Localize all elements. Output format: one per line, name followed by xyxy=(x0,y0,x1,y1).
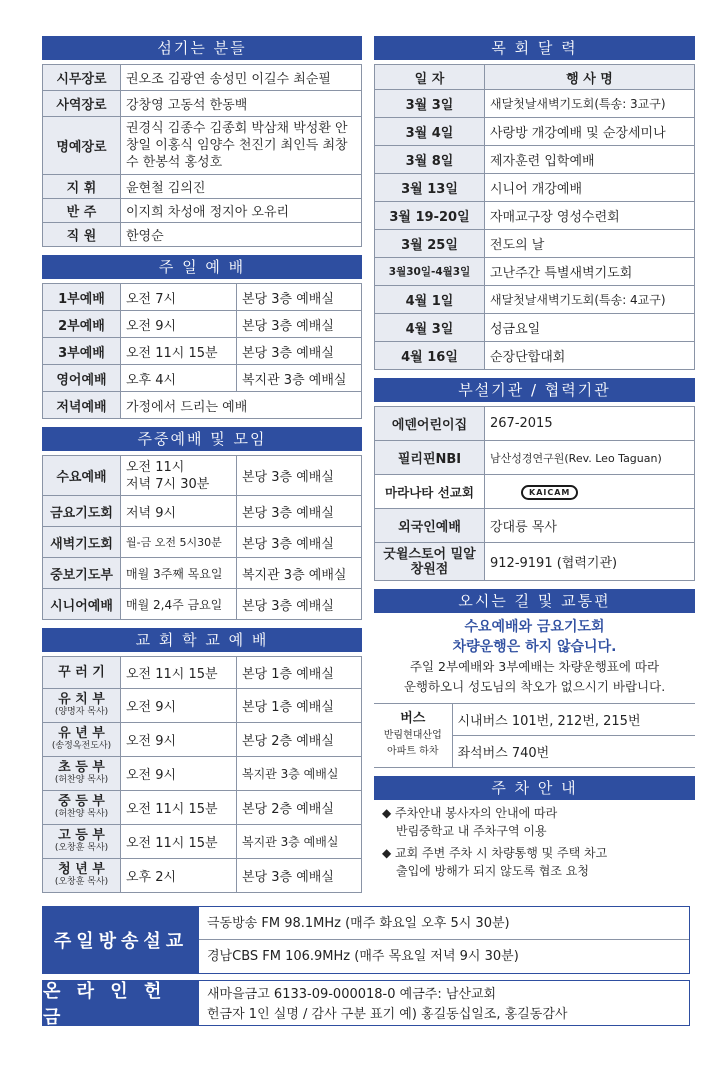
weekday-place: 본당 3층 예배실 xyxy=(237,589,362,620)
school-place: 본당 1층 예배실 xyxy=(237,657,362,689)
sunday-label: 1부예배 xyxy=(43,284,121,311)
servants-label: 명예장로 xyxy=(43,117,121,175)
affiliate-label: 에덴어린이집 xyxy=(375,407,485,441)
school-dept: 꾸 러 기 xyxy=(58,665,105,680)
broadcast-line-1: 극동방송 FM 98.1MHz (매주 화요일 오후 5시 30분) xyxy=(199,907,689,940)
sunday-label: 영어예배 xyxy=(43,365,121,392)
weekday-time-line: 저녁 7시 30분 xyxy=(126,476,210,492)
sunday-label: 3부예배 xyxy=(43,338,121,365)
school-place: 본당 1층 예배실 xyxy=(237,689,362,723)
weekday-time-line: 오전 11시 xyxy=(126,459,185,475)
sunday-title: 주 일 예 배 xyxy=(42,255,362,279)
school-pastor: (오창훈 목사) xyxy=(54,842,109,853)
servants-value: 권오조 김광연 송성민 이길수 최순필 xyxy=(121,65,362,91)
calendar-event: 시니어 개강예배 xyxy=(485,174,695,202)
calendar-head-event: 행 사 명 xyxy=(485,65,695,90)
calendar-event: 성금요일 xyxy=(485,314,695,342)
affiliate-label: 외국인예배 xyxy=(375,509,485,543)
school-place: 복지관 3층 예배실 xyxy=(237,757,362,791)
bus-table xyxy=(374,703,695,768)
directions-note-1: 주일 2부예배와 3부예배는 차량운행표에 따라 xyxy=(409,659,660,674)
broadcast-box xyxy=(42,906,690,974)
offering-title: 온 라 인 헌 금 xyxy=(43,981,199,1025)
weekday-title: 주중예배 및 모임 xyxy=(42,427,362,451)
affiliate-label: 굿윌스토어 밀알창원점 xyxy=(375,543,485,581)
weekday-label: 수요예배 xyxy=(43,456,121,496)
calendar-event: 고난주간 특별새벽기도회 xyxy=(485,258,695,286)
directions-notice-1: 수요예배와 금요기도회 xyxy=(464,619,605,635)
calendar-event: 제자훈련 입학예배 xyxy=(485,146,695,174)
directions-note-2: 운행하오니 성도님의 착오가 없으시기 바랍니다. xyxy=(403,679,666,694)
weekday-label: 시니어예배 xyxy=(43,589,121,620)
weekday-time: 월-금 오전 5시30분 xyxy=(121,527,237,558)
servants-value: 한영순 xyxy=(121,223,362,247)
parking-item: ◆ 교회 주변 주차 시 차량통행 및 주택 차고 출입에 방해가 되지 않도록 협조 요청 xyxy=(382,846,608,878)
offering-body xyxy=(199,981,689,1025)
school-time: 오전 11시 15분 xyxy=(121,657,237,689)
affiliate-value: 912-9191 (협력기관) xyxy=(485,543,695,581)
sunday-time: 오전 9시 xyxy=(121,311,237,338)
weekday-label: 금요기도회 xyxy=(43,496,121,527)
servants-value: 이지희 차성애 정지아 오유리 xyxy=(121,199,362,223)
affiliates-table xyxy=(374,406,695,581)
school-place: 본당 2층 예배실 xyxy=(237,723,362,757)
bus-stop-1: 반림현대산업 xyxy=(383,730,442,741)
sunday-evening-value: 가정에서 드리는 예배 xyxy=(121,392,362,419)
servants-title: 섬기는 분들 xyxy=(42,36,362,60)
calendar-title: 목 회 달 력 xyxy=(374,36,695,60)
calendar-date: 3월 4일 xyxy=(375,118,485,146)
servants-label: 직 원 xyxy=(43,223,121,247)
school-label xyxy=(43,757,121,791)
calendar-event: 새달첫날새벽기도회(특송: 3교구) xyxy=(485,90,695,118)
calendar-date: 3월30일-4월3일 xyxy=(375,258,485,286)
calendar-date: 4월 16일 xyxy=(375,342,485,370)
parking-line: 반림중학교 내 주차구역 이용 xyxy=(396,824,547,838)
servants-label: 시무장로 xyxy=(43,65,121,91)
weekday-label: 새벽기도회 xyxy=(43,527,121,558)
school-dept: 초 등 부 xyxy=(58,759,105,775)
offering-line-2: 헌금자 1인 실명 / 감사 구분 표기 예) 홍길동십일조, 홍길동감사 xyxy=(207,1007,568,1022)
broadcast-title: 주일방송설교 xyxy=(43,907,199,973)
weekday-time: 매월 2,4주 금요일 xyxy=(121,589,237,620)
left-column xyxy=(42,36,362,893)
sunday-evening-label: 저녁예배 xyxy=(43,392,121,419)
sunday-place: 복지관 3층 예배실 xyxy=(237,365,362,392)
offering-box xyxy=(42,980,690,1026)
servants-value: 윤현철 김의진 xyxy=(121,175,362,199)
school-dept: 유 년 부 xyxy=(58,725,105,741)
school-table xyxy=(42,656,362,893)
school-pastor: (오창훈 목사) xyxy=(54,876,109,887)
servants-table xyxy=(42,64,362,247)
weekday-time: 매월 3주째 목요일 xyxy=(121,558,237,589)
calendar-date: 3월 25일 xyxy=(375,230,485,258)
bus-route-1: 시내버스 101번, 212번, 215번 xyxy=(452,704,695,736)
school-dept: 청 년 부 xyxy=(58,861,105,877)
school-label xyxy=(43,791,121,825)
weekday-time xyxy=(121,456,237,496)
parking-line: 교회 주변 주차 시 차량통행 및 주택 차고 xyxy=(395,846,608,860)
sunday-place: 본당 3층 예배실 xyxy=(237,284,362,311)
weekday-label: 중보기도부 xyxy=(43,558,121,589)
calendar-event: 새달첫날새벽기도회(특송: 4교구) xyxy=(485,286,695,314)
sunday-table xyxy=(42,283,362,419)
school-dept: 고 등 부 xyxy=(58,827,105,843)
kaicam-logo xyxy=(485,475,695,509)
calendar-head-date: 일 자 xyxy=(375,65,485,90)
parking-line: 주차안내 봉사자의 안내에 따라 xyxy=(395,806,558,820)
school-place: 복지관 3층 예배실 xyxy=(237,825,362,859)
school-dept: 유 치 부 xyxy=(58,691,105,707)
offering-line-1: 새마을금고 6133-09-000018-0 예금주: 남산교회 xyxy=(207,987,497,1002)
school-dept: 중 등 부 xyxy=(58,793,105,809)
servants-value: 강창영 고동석 한동백 xyxy=(121,91,362,117)
school-pastor: (송정옥전도사) xyxy=(51,740,112,751)
parking-title: 주 차 안 내 xyxy=(374,776,695,800)
bus-stop-2: 아파트 하차 xyxy=(387,746,439,757)
weekday-place: 본당 3층 예배실 xyxy=(237,496,362,527)
calendar-date: 4월 3일 xyxy=(375,314,485,342)
affiliates-title: 부설기관 / 협력기관 xyxy=(374,378,695,402)
directions-notice-2: 차량운행은 하지 않습니다. xyxy=(452,639,617,655)
right-column xyxy=(374,36,695,880)
affiliate-value: 267-2015 xyxy=(485,407,695,441)
calendar-date: 3월 13일 xyxy=(375,174,485,202)
sunday-time: 오전 7시 xyxy=(121,284,237,311)
sunday-time: 오전 11시 15분 xyxy=(121,338,237,365)
weekday-place: 복지관 3층 예배실 xyxy=(237,558,362,589)
school-label xyxy=(43,825,121,859)
affiliate-label: 마라나타 선교회 xyxy=(375,475,485,509)
school-time: 오전 9시 xyxy=(121,723,237,757)
bus-route-2: 좌석버스 740번 xyxy=(452,736,695,768)
school-time: 오전 11시 15분 xyxy=(121,825,237,859)
bus-label-cell xyxy=(374,704,452,768)
sunday-time: 오후 4시 xyxy=(121,365,237,392)
affiliate-value: 남산성경연구원(Rev. Leo Taguan) xyxy=(485,441,695,475)
calendar-date: 4월 1일 xyxy=(375,286,485,314)
weekday-place: 본당 3층 예배실 xyxy=(237,527,362,558)
servants-value: 권경식 김종수 김종회 박삼채 박성환 안창일 이홍식 임양수 천진기 최인득 최창수 한봉석 홍성호 xyxy=(121,117,362,175)
directions-title: 오시는 길 및 교통편 xyxy=(374,589,695,613)
school-label xyxy=(43,657,121,689)
school-label xyxy=(43,859,121,893)
school-time: 오전 9시 xyxy=(121,757,237,791)
school-label xyxy=(43,723,121,757)
servants-label: 반 주 xyxy=(43,199,121,223)
school-pastor: (허찬양 목사) xyxy=(54,808,109,819)
weekday-table xyxy=(42,455,362,620)
calendar-date: 3월 3일 xyxy=(375,90,485,118)
servants-label: 사역장로 xyxy=(43,91,121,117)
school-time: 오전 11시 15분 xyxy=(121,791,237,825)
school-place: 본당 2층 예배실 xyxy=(237,791,362,825)
broadcast-body xyxy=(199,907,689,973)
school-pastor: (허찬양 목사) xyxy=(54,774,109,785)
parking-line: 출입에 방해가 되지 않도록 협조 요청 xyxy=(396,864,589,878)
school-time: 오후 2시 xyxy=(121,859,237,893)
school-pastor: (양명자 목사) xyxy=(54,706,109,717)
affiliate-label: 필리핀NBI xyxy=(375,441,485,475)
sunday-label: 2부예배 xyxy=(43,311,121,338)
sunday-place: 본당 3층 예배실 xyxy=(237,338,362,365)
calendar-date: 3월 8일 xyxy=(375,146,485,174)
calendar-event: 전도의 날 xyxy=(485,230,695,258)
calendar-event: 자매교구장 영성수련회 xyxy=(485,202,695,230)
affiliate-value: 강대릉 목사 xyxy=(485,509,695,543)
calendar-date: 3월 19-20일 xyxy=(375,202,485,230)
sunday-place: 본당 3층 예배실 xyxy=(237,311,362,338)
weekday-place: 본당 3층 예배실 xyxy=(237,456,362,496)
servants-label: 지 휘 xyxy=(43,175,121,199)
school-label xyxy=(43,689,121,723)
weekday-time: 저녁 9시 xyxy=(121,496,237,527)
bus-label: 버스 xyxy=(400,711,426,726)
school-title: 교 회 학 교 예 배 xyxy=(42,628,362,652)
calendar-event: 순장단합대회 xyxy=(485,342,695,370)
calendar-event: 사랑방 개강예배 및 순장세미나 xyxy=(485,118,695,146)
kaicam-logo-text: KAICAM xyxy=(521,485,578,500)
school-time: 오전 9시 xyxy=(121,689,237,723)
broadcast-line-2: 경남CBS FM 106.9MHz (매주 목요일 저녁 9시 30분) xyxy=(207,949,519,964)
school-place: 본당 3층 예배실 xyxy=(237,859,362,893)
parking-item: ◆ 주차안내 봉사자의 안내에 따라 반림중학교 내 주차구역 이용 xyxy=(382,806,558,838)
calendar-table xyxy=(374,64,695,370)
